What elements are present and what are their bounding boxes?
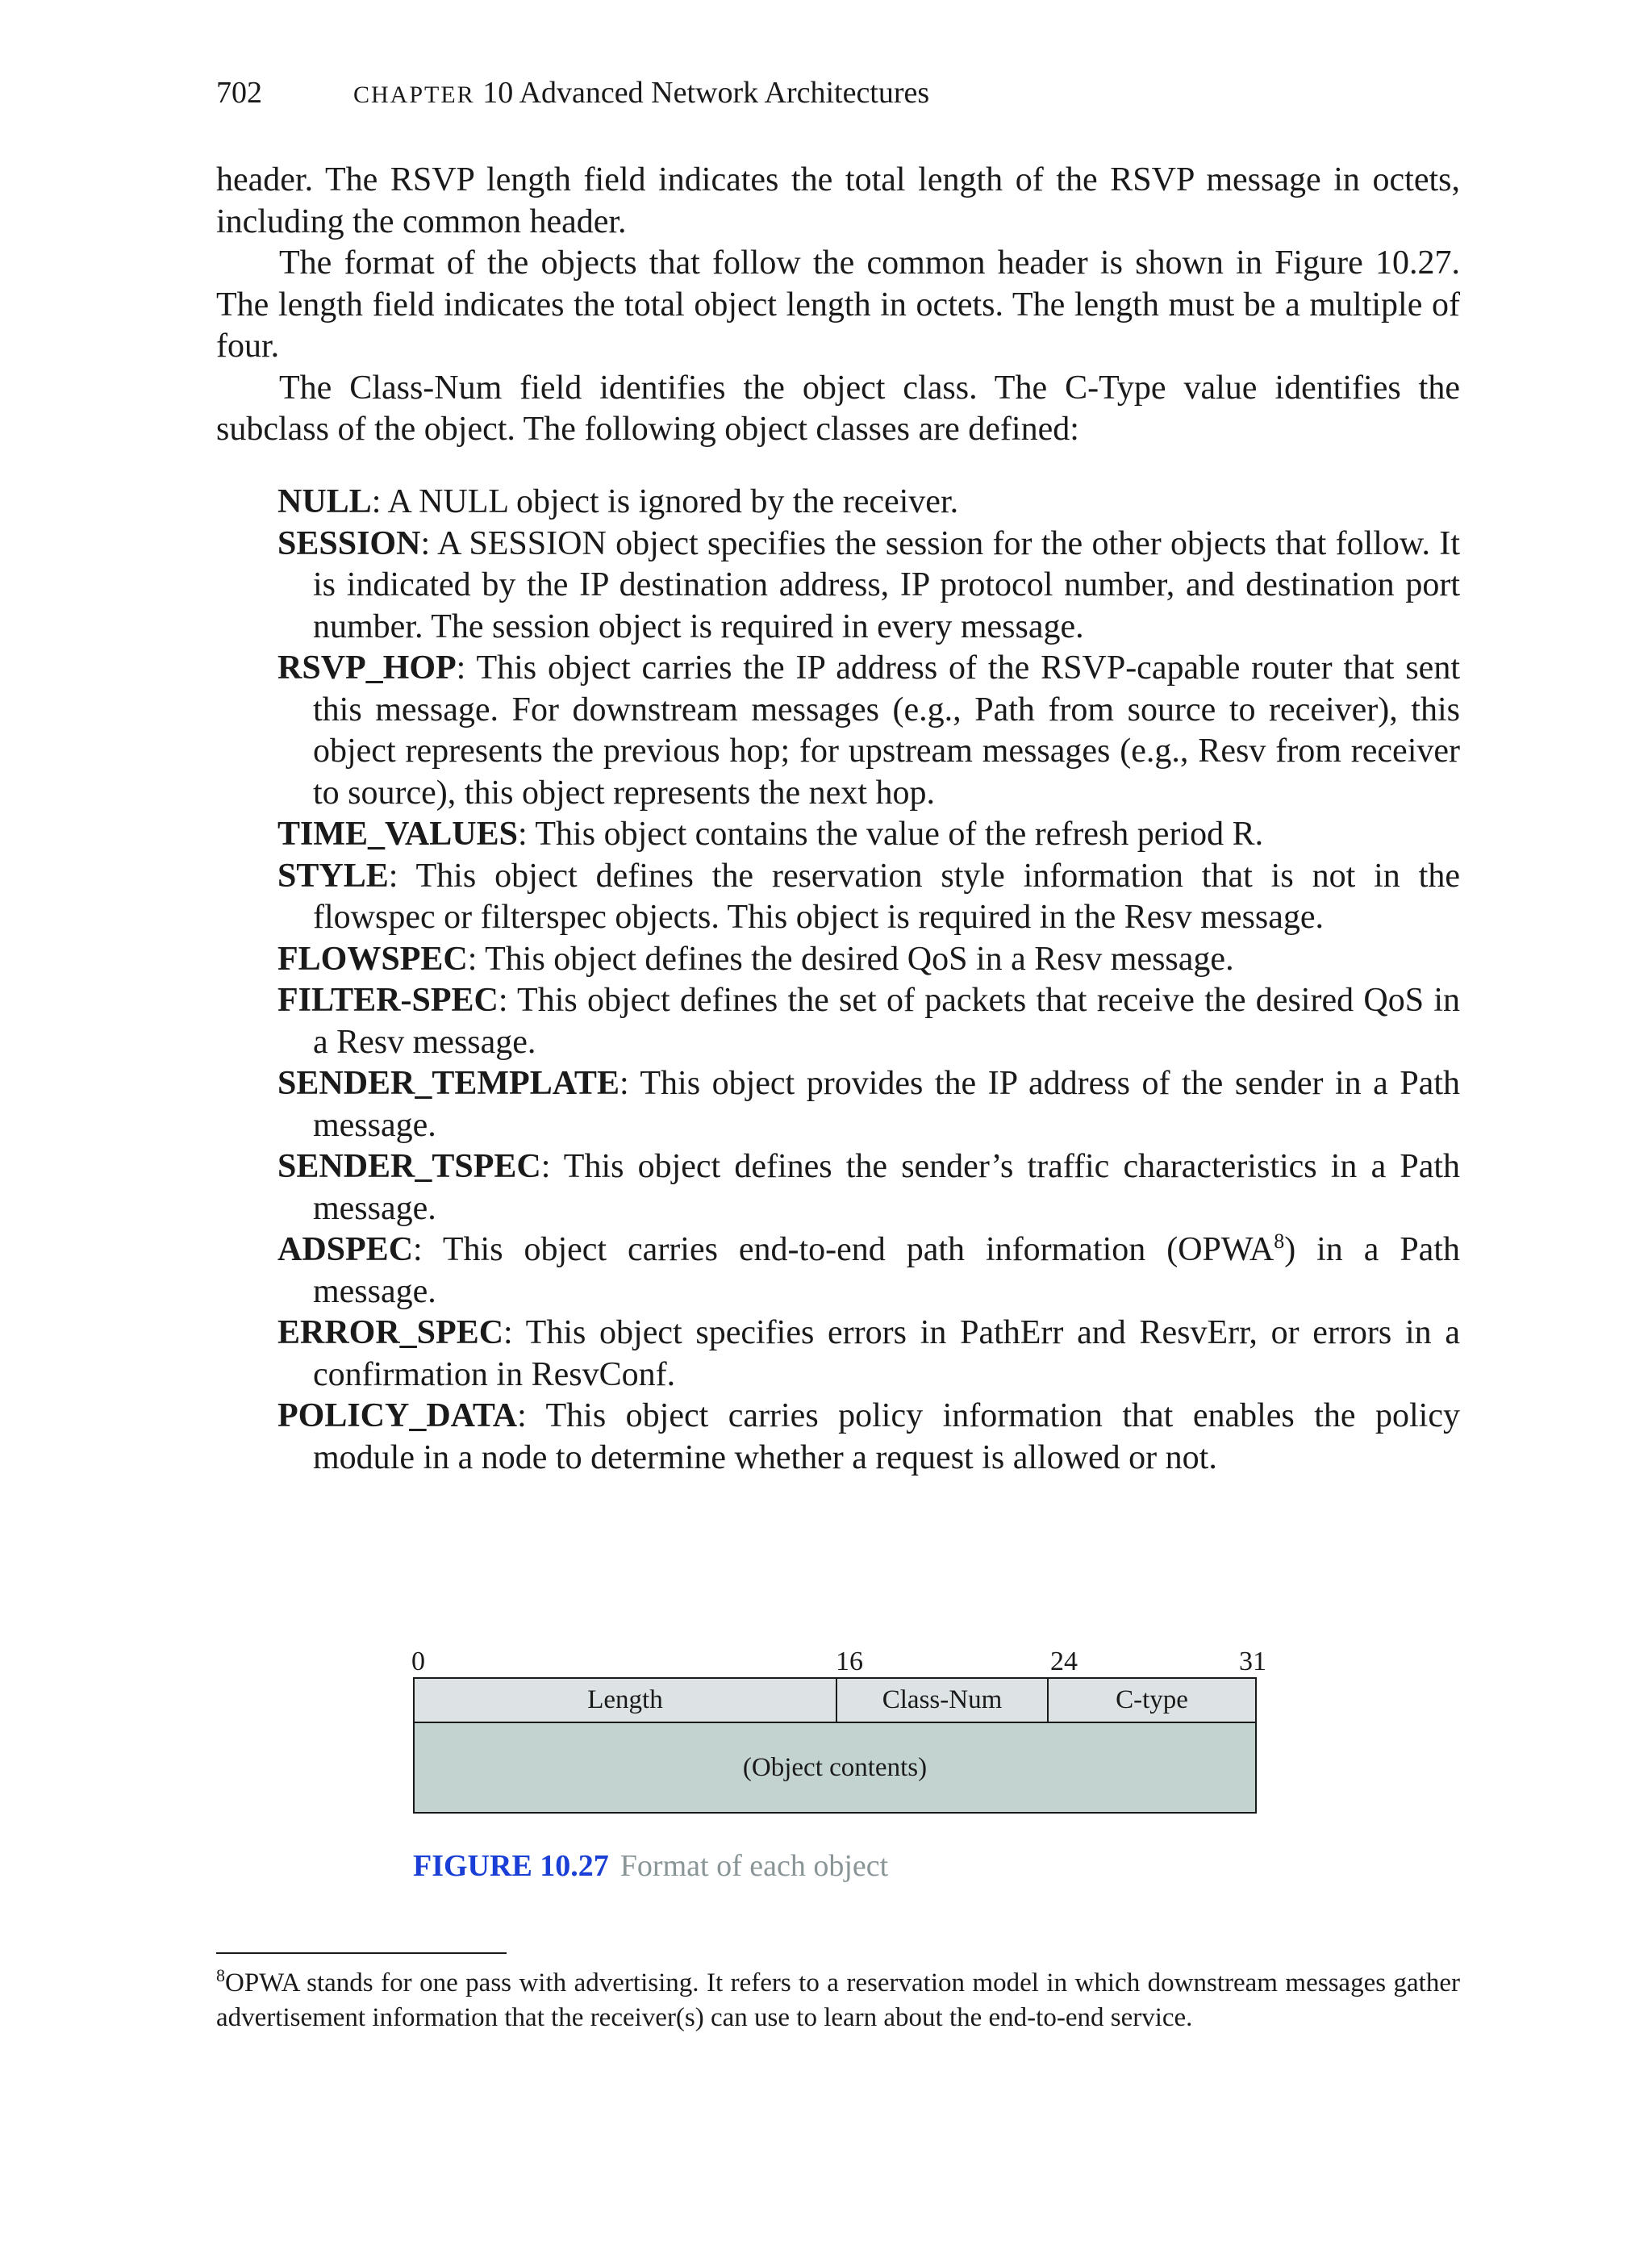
figure-caption [413,1847,888,1885]
definition-text: : This object carries policy information that enables the policy module in a node to determine whether a request is allowed or not. [313,1397,1460,1476]
definition-item [277,814,1460,856]
figure-title: Format of each object [620,1849,889,1883]
class-num-field: Class-Num [837,1679,1049,1722]
object-contents-field: (Object contents) [415,1723,1255,1812]
definition-term: ERROR_SPEC [277,1314,504,1351]
definition-item [277,856,1460,939]
definition-item [277,1146,1460,1229]
chapter-number: 10 [482,76,514,110]
definition-term: ADSPEC [277,1231,414,1268]
definition-text-cont: ) in a Path message. [313,1231,1460,1310]
definition-text: : This object defines the reservation style information that is not in the flowspec or filterspec objects. This object is required in the Resv message. [313,857,1460,936]
definition-text: : This object provides the IP address of the sender in a Path message. [313,1065,1460,1144]
definition-item [277,648,1460,814]
bit-label-31: 31 [1239,1647,1266,1676]
definition-text: : This object carries end-to-end path information (OPWA [413,1231,1274,1268]
definition-term: NULL [277,483,372,520]
footnote-divider [216,1952,507,1954]
definition-term: SENDER_TEMPLATE [277,1065,620,1102]
definition-text: : A NULL object is ignored by the receiver. [371,483,959,520]
paragraph: The format of the objects that follow the common header is shown in Figure 10.27. The length field indicates the total object length in octets. The length must be a multiple of four. [216,244,1460,365]
definition-text: : This object contains the value of the refresh period R. [517,816,1264,853]
definition-text: : This object carries the IP address of the RSVP-capable router that sent this message. For downstream messages (e.g., Path from source to receiver), this object represents the previous hop; for upstream messages (e.g., Resv from receiver to source), this object represents the next hop. [313,649,1460,812]
footnote [216,1966,1460,2035]
bit-label-24: 24 [1050,1647,1078,1676]
definition-item [277,1063,1460,1146]
object-class-list [277,482,1460,1479]
definition-text: : A SESSION object specifies the session for the other objects that follow. It is indicated by the IP destination address, IP protocol number, and destination port number. The session object is required in every message. [313,524,1460,645]
definition-item [277,482,1460,524]
definition-item [277,1229,1460,1313]
footnote-marker: 8 [1274,1229,1285,1253]
footnote-marker: 8 [216,1965,225,1985]
figure-number: FIGURE 10.27 [413,1849,609,1883]
definition-term: SENDER_TSPEC [277,1148,541,1185]
definition-term: RSVP_HOP [277,649,457,687]
definition-term: POLICY_DATA [277,1397,518,1434]
paragraph: header. The RSVP length field indicates the total length of the RSVP message in octets, including the common header. [216,161,1460,240]
definition-text: : This object defines the desired QoS in a Resv message. [467,940,1234,978]
body-text [216,160,1460,451]
chapter-title: Advanced Network Architectures [519,76,930,110]
chapter-label: CHAPTER [353,81,475,108]
header-row [415,1679,1255,1723]
definition-term: FILTER-SPEC [277,982,499,1019]
definition-term: FLOWSPEC [277,940,468,978]
c-type-field: C-type [1116,1685,1188,1714]
paragraph: The Class-Num field identifies the object class. The C-Type value identifies the subclass of the object. The following object classes are defined: [216,369,1460,448]
definition-item [277,524,1460,649]
bit-label-16: 16 [836,1647,863,1676]
definition-text: : This object defines the sender’s traffic characteristics in a Path message. [313,1148,1460,1227]
definition-item [277,1396,1460,1479]
object-format-diagram [413,1677,1257,1814]
definition-text: : This object defines the set of packets that receive the desired QoS in a Resv message. [313,982,1460,1061]
page-number: 702 [216,76,262,110]
definition-item [277,980,1460,1063]
definition-item [277,939,1460,981]
footnote-text: OPWA stands for one pass with advertising. It refers to a reservation model in which downstream messages gather advertisement information that the receiver(s) can use to learn about the end-to-end service. [216,1968,1460,2032]
length-field: Length [415,1679,837,1722]
running-head [216,74,929,114]
definition-item [277,1313,1460,1396]
definition-term: SESSION [277,524,421,562]
bit-label-0: 0 [411,1647,425,1676]
definition-term: STYLE [277,857,389,895]
definition-text: : This object specifies errors in PathErr and ResvErr, or errors in a confirmation in ResvConf. [313,1314,1460,1393]
definition-term: TIME_VALUES [277,816,518,853]
